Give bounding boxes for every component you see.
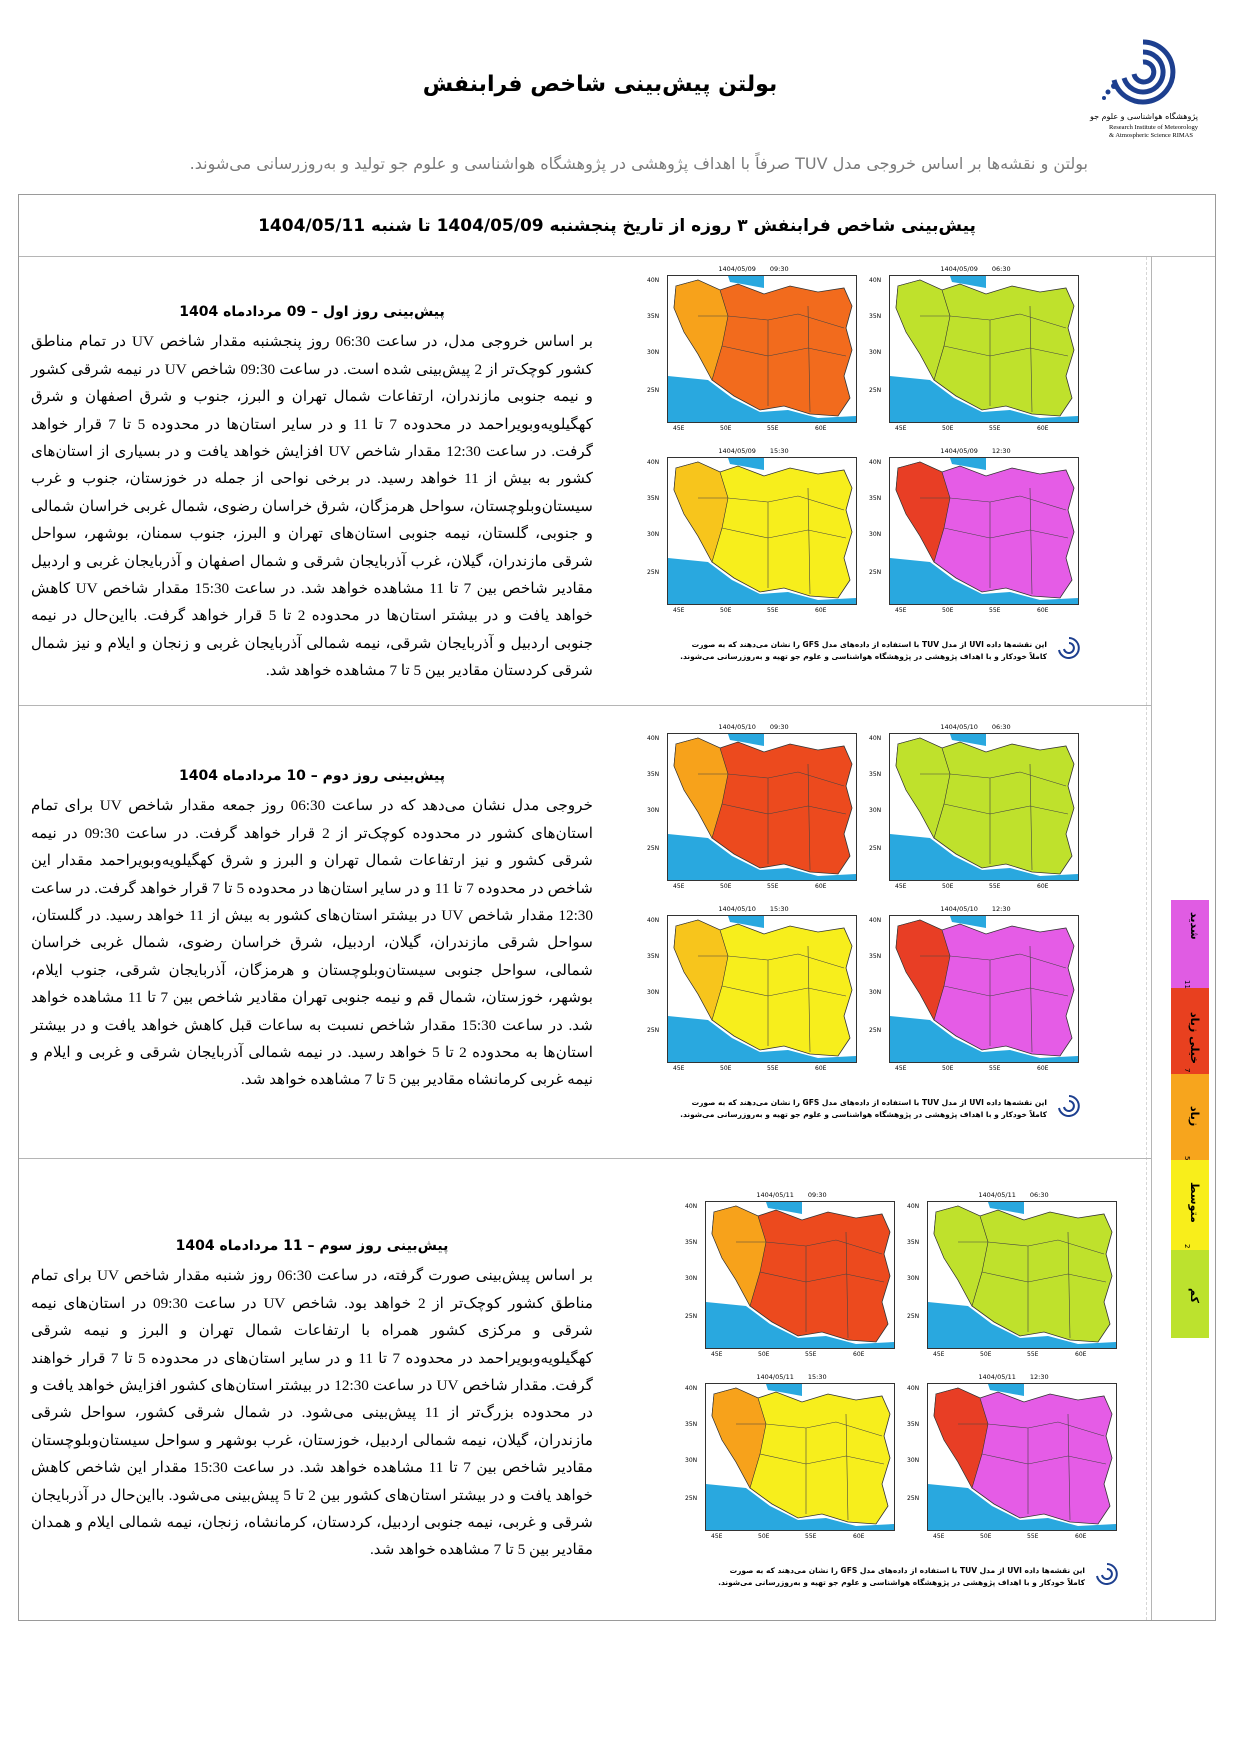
map-lat-label: 40N bbox=[869, 459, 882, 466]
map-caption bbox=[680, 1097, 1047, 1121]
day-2-text: خروجی مدل نشان می‌دهد که در ساعت 06:30 روز جمعه مقدار شاخص UV برای تمام استان‌های کشور در محدوده کوچک‌تر از 2 قرار خواهد گرفت. در ساعت 09:30 در نیمه شرقی کشور و نیز ارتفاعات شمال تهران و البرز و شرق کهگیلویه‌وبویراحمد مقدار این شاخص در محدوده 7 تا 11 و در سایر استان‌ها در محدوده 5 تا 7 قرار خواهد گرفت. در ساعت 12:30 مقدار شاخص UV در بیشتر استان‌های کشور به بیش از 11 خواهد رسید. در گلستان، سواحل شرقی مازندران، گیلان، اردبیل، شرق خراسان رضوی، شمال غربی خراسان شمالی، سواحل جنوبی سیستان‌وبلوچستان و هرمزگان، آذربایجان شرقی، جنوب ایلام، بوشهر، خوزستان، شمال قم و نیمه جنوبی تهران مقادیر شاخص بین 7 تا 11 مشاهده خواهد شد. در ساعت 15:30 مقدار شاخص نسبت به ساعات قبل کاهش خواهد یافت و در بیشتر استان‌ها به محدوده 2 تا 5 خواهد رسید. در نیمه شمالی آذربایجان شرقی و غربی و ایلام و نیمه غربی کرمانشاه مقادیر بین 5 تا 7 مشاهده خواهد شد. bbox=[31, 797, 594, 1089]
map-lat-label: 30N bbox=[907, 1275, 920, 1282]
day-1-forecast bbox=[31, 299, 593, 685]
uv-map bbox=[867, 445, 1084, 620]
map-date: 1404/05/09 bbox=[940, 265, 978, 273]
legend-tick-7: 7 bbox=[1183, 1068, 1191, 1073]
uv-map bbox=[867, 263, 1084, 438]
map-time: 09:30 bbox=[769, 265, 789, 273]
legend-label-moderate: متوسط bbox=[1188, 1181, 1201, 1223]
map-lat-label: 35N bbox=[647, 313, 660, 320]
map-lon-label: 50E bbox=[942, 1065, 954, 1072]
map-lat-label: 35N bbox=[647, 495, 660, 502]
map-header bbox=[645, 723, 862, 731]
map-caption-line2: کاملاً خودکار و با اهداف پژوهشی در پژوهشگاه هواشناسی و علوم جو تهیه و به‌روزرسانی می‌شوند. bbox=[680, 652, 1047, 661]
map-lon-label: 60E bbox=[1037, 1065, 1049, 1072]
map-lon-label: 50E bbox=[942, 883, 954, 890]
map-lat-label: 40N bbox=[685, 1385, 698, 1392]
iran-uv-map-icon bbox=[668, 916, 856, 1062]
map-plot bbox=[667, 457, 857, 605]
day-3-text: بر اساس پیش‌بینی صورت گرفته، در ساعت 06:30 روز شنبه مقدار شاخص UV برای تمام مناطق کشور کوچک‌تر از 2 خواهد بود. شاخص UV در ساعت 09:30 در استان‌های نیمه شرقی و مرکزی کشور همراه با ارتفاعات شمال تهران و البرز و نیمه شرقی کهگیلویه‌وبویراحمد در محدوده 7 تا 11 و در سایر استان‌های در محدوده 5 تا 7 قرار خواهند گرفت. مقدار شاخص UV در ساعت 12:30 در بیشتر استان‌های کشور افزایش خواهد یافت و در محدوده بزرگ‌تر از 11 پیش‌بینی می‌شود. در شمال شرقی کشور، سواحل شرقی مازندران، گیلان، نیمه شمالی اردبیل، خوزستان، غرب بوشهر و سواحل سیستان‌وبلوچستان مقادیر شاخص بین 7 تا 11 مشاهده خواهد شد. در ساعت 15:30 مقدار این شاخص کاهش خواهد یافت و در بیشتر استان‌های کشور بین 2 تا 5 پیش‌بینی می‌شود. بااین‌حال در آذربایجان شرقی و غربی، نیمه جنوبی اردبیل، کردستان، کرمانشاه، زنجان، نیمه شمالی ایلام و همدان مقادیر بین 5 تا 7 مشاهده خواهد شد. bbox=[31, 1267, 594, 1559]
day-3-maps bbox=[683, 1189, 1143, 1629]
map-lon-label: 50E bbox=[720, 1065, 732, 1072]
map-time: 12:30 bbox=[991, 905, 1011, 913]
map-lat-label: 35N bbox=[907, 1421, 920, 1428]
map-lon-label: 55E bbox=[805, 1533, 817, 1540]
map-lon-label: 45E bbox=[895, 425, 907, 432]
map-lon-label: 45E bbox=[895, 607, 907, 614]
map-lon-label: 60E bbox=[815, 425, 827, 432]
uv-map bbox=[645, 263, 862, 438]
rimas-logo bbox=[1088, 34, 1198, 146]
map-lat-label: 30N bbox=[647, 531, 660, 538]
map-lon-label: 60E bbox=[1037, 883, 1049, 890]
legend-tick-2: 2 bbox=[1183, 1244, 1191, 1249]
map-date: 1404/05/11 bbox=[978, 1373, 1016, 1381]
map-lat-label: 25N bbox=[647, 1027, 660, 1034]
map-lat-label: 35N bbox=[685, 1421, 698, 1428]
map-lat-label: 40N bbox=[907, 1203, 920, 1210]
iran-uv-map-icon bbox=[890, 276, 1078, 422]
iran-uv-map-icon bbox=[890, 458, 1078, 604]
map-plot bbox=[889, 275, 1079, 423]
map-lat-label: 30N bbox=[685, 1275, 698, 1282]
map-lat-label: 25N bbox=[907, 1313, 920, 1320]
legend-label-low: کم bbox=[1188, 1288, 1201, 1304]
legend-label-very-high: خیلی زیاد bbox=[1188, 1011, 1201, 1065]
iran-uv-map-icon bbox=[668, 458, 856, 604]
map-lon-label: 45E bbox=[673, 425, 685, 432]
rimas-small-logo-icon bbox=[1093, 1561, 1121, 1589]
map-lon-label: 55E bbox=[989, 883, 1001, 890]
map-lon-label: 55E bbox=[1027, 1351, 1039, 1358]
map-date: 1404/05/09 bbox=[940, 447, 978, 455]
map-time: 06:30 bbox=[991, 265, 1011, 273]
iran-uv-map-icon bbox=[706, 1202, 894, 1348]
map-lon-label: 60E bbox=[853, 1351, 865, 1358]
bulletin-subtitle: بولتن و نقشه‌ها بر اساس خروجی مدل TUV صرفاً با اهداف پژوهشی در پژوهشگاه هواشناسی و علوم جو تولید و به‌روزرسانی می‌شوند. bbox=[189, 154, 1088, 173]
map-lat-label: 25N bbox=[685, 1495, 698, 1502]
map-time: 09:30 bbox=[769, 723, 789, 731]
map-date: 1404/05/10 bbox=[718, 905, 756, 913]
day-1-title: پیش‌بینی روز اول – 09 مردادماه 1404 bbox=[179, 304, 445, 320]
map-lat-label: 35N bbox=[869, 953, 882, 960]
map-plot bbox=[667, 275, 857, 423]
map-lon-label: 55E bbox=[767, 1065, 779, 1072]
map-lon-label: 60E bbox=[1075, 1533, 1087, 1540]
rimas-spiral-logo-icon bbox=[1100, 34, 1186, 108]
map-time: 12:30 bbox=[1029, 1373, 1049, 1381]
map-lon-label: 55E bbox=[767, 425, 779, 432]
iran-uv-map-icon bbox=[668, 276, 856, 422]
map-lat-label: 25N bbox=[647, 569, 660, 576]
map-lat-label: 25N bbox=[685, 1313, 698, 1320]
legend-tick-11: 11 bbox=[1183, 980, 1191, 989]
map-header bbox=[867, 905, 1084, 913]
map-lat-label: 35N bbox=[869, 495, 882, 502]
map-plot bbox=[889, 733, 1079, 881]
map-lat-label: 35N bbox=[907, 1239, 920, 1246]
map-lat-label: 25N bbox=[869, 1027, 882, 1034]
map-lat-label: 40N bbox=[907, 1385, 920, 1392]
map-lon-label: 55E bbox=[767, 607, 779, 614]
map-lon-label: 50E bbox=[980, 1533, 992, 1540]
map-lat-label: 30N bbox=[647, 349, 660, 356]
map-plot bbox=[667, 733, 857, 881]
map-lon-label: 60E bbox=[1037, 425, 1049, 432]
map-time: 06:30 bbox=[991, 723, 1011, 731]
map-plot bbox=[667, 915, 857, 1063]
uv-map bbox=[867, 721, 1084, 896]
map-caption-line2: کاملاً خودکار و با اهداف پژوهشی در پژوهشگاه هواشناسی و علوم جو تهیه و به‌روزرسانی می‌شوند. bbox=[680, 1110, 1047, 1119]
bulletin-title: بولتن پیش‌بینی شاخص فرابنفش bbox=[422, 72, 778, 97]
map-lat-label: 25N bbox=[647, 845, 660, 852]
map-header bbox=[645, 447, 862, 455]
map-lat-label: 25N bbox=[647, 387, 660, 394]
map-lat-label: 35N bbox=[647, 953, 660, 960]
map-lon-label: 45E bbox=[895, 883, 907, 890]
map-lat-label: 40N bbox=[869, 277, 882, 284]
map-plot bbox=[705, 1201, 895, 1349]
map-lat-label: 25N bbox=[869, 387, 882, 394]
day-1-text: بر اساس خروجی مدل، در ساعت 06:30 روز پنجشنبه مقدار شاخص UV در تمام مناطق کشور کوچک‌تر از 2 پیش‌بینی شده است. در ساعت 09:30 شاخص UV در نیمه شرقی کشور و نیمه جنوبی مازندران، ارتفاعات شمال تهران و البرز، جنوب و شرق اصفهان و شرق کهگیلویه‌وبویراحمد در محدوده 7 تا 11 و در سایر استان‌ها در محدوده 5 تا 7 قرار خواهد گرفت. در ساعت 12:30 مقدار شاخص UV افزایش خواهد یافت و در بسیاری از استان‌های کشور به بیش از 11 خواهد رسید. در برخی نواحی از جمله در خوزستان، جنوب و غرب سیستان‌وبلوچستان، سواحل هرمزگان، شرق خراسان رضوی، شمال غربی خراسان شمالی و جنوبی، گلستان، نیمه جنوبی استان‌های تهران و البرز، جنوب سمنان، بوشهر، سواحل شرقی مازندران، گیلان، غرب آذربایجان شرقی و شمال اصفهان و آذربایجان غربی و اردبیل مقادیر شاخص بین 7 تا 11 مشاهده خواهد شد. در ساعت 15:30 مقدار شاخص UV کاهش خواهد یافت و در بیشتر استان‌ها در محدوده 2 تا 5 قرار خواهد گرفت. بااین‌حال در نیمه جنوبی اردبیل و آذربایجان شرقی، نیمه شمالی آذربایجان غربی و زنجان و ایلام و نیز شمال شرقی کردستان مقادیر بین 5 تا 7 مشاهده خواهد شد. bbox=[31, 333, 593, 680]
map-header bbox=[867, 447, 1084, 455]
map-lon-label: 50E bbox=[758, 1351, 770, 1358]
uv-map bbox=[645, 903, 862, 1078]
iran-uv-map-icon bbox=[928, 1202, 1116, 1348]
map-header bbox=[683, 1191, 900, 1199]
map-caption-line2: کاملاً خودکار و با اهداف پژوهشی در پژوهشگاه هواشناسی و علوم جو تهیه و به‌روزرسانی می‌شوند. bbox=[718, 1578, 1085, 1587]
map-lon-label: 55E bbox=[989, 1065, 1001, 1072]
map-lon-label: 50E bbox=[942, 425, 954, 432]
day-3-forecast bbox=[31, 1233, 593, 1564]
map-caption bbox=[718, 1565, 1085, 1589]
map-time: 12:30 bbox=[991, 447, 1011, 455]
legend-tick-5: 5 bbox=[1183, 1156, 1191, 1161]
uv-map bbox=[683, 1189, 900, 1364]
map-lat-label: 30N bbox=[869, 807, 882, 814]
map-lon-label: 45E bbox=[673, 607, 685, 614]
map-plot bbox=[927, 1201, 1117, 1349]
map-time: 15:30 bbox=[807, 1373, 827, 1381]
row-separator-1 bbox=[19, 705, 1151, 706]
legend-label-high: زیاد bbox=[1188, 1105, 1201, 1127]
map-plot bbox=[705, 1383, 895, 1531]
map-lon-label: 45E bbox=[711, 1533, 723, 1540]
map-date: 1404/05/10 bbox=[940, 723, 978, 731]
map-header bbox=[905, 1373, 1122, 1381]
map-lat-label: 30N bbox=[907, 1457, 920, 1464]
uv-map bbox=[905, 1371, 1122, 1546]
logo-name-en: Research Institute of Meteorology & Atmospheric Science RIMAS bbox=[1109, 124, 1198, 139]
map-lon-label: 50E bbox=[942, 607, 954, 614]
map-lat-label: 40N bbox=[647, 459, 660, 466]
map-lat-label: 40N bbox=[647, 735, 660, 742]
map-lon-label: 45E bbox=[933, 1351, 945, 1358]
map-lat-label: 40N bbox=[647, 917, 660, 924]
map-lon-label: 45E bbox=[895, 1065, 907, 1072]
map-lon-label: 50E bbox=[720, 425, 732, 432]
day-3-title: پیش‌بینی روز سوم – 11 مردادماه 1404 bbox=[175, 1238, 449, 1254]
map-header bbox=[645, 905, 862, 913]
day-2-maps bbox=[645, 721, 1105, 1161]
map-lon-label: 60E bbox=[1037, 607, 1049, 614]
map-date: 1404/05/09 bbox=[718, 265, 756, 273]
map-lat-label: 35N bbox=[647, 771, 660, 778]
map-date: 1404/05/11 bbox=[756, 1191, 794, 1199]
map-lon-label: 55E bbox=[767, 883, 779, 890]
map-lon-label: 55E bbox=[1027, 1533, 1039, 1540]
map-lat-label: 25N bbox=[907, 1495, 920, 1502]
map-lat-label: 30N bbox=[685, 1457, 698, 1464]
map-lat-label: 30N bbox=[869, 989, 882, 996]
uv-map bbox=[867, 903, 1084, 1078]
iran-uv-map-icon bbox=[928, 1384, 1116, 1530]
map-lon-label: 60E bbox=[815, 607, 827, 614]
map-date: 1404/05/11 bbox=[756, 1373, 794, 1381]
map-date: 1404/05/10 bbox=[718, 723, 756, 731]
map-date: 1404/05/10 bbox=[940, 905, 978, 913]
map-lon-label: 50E bbox=[720, 883, 732, 890]
map-lon-label: 50E bbox=[758, 1533, 770, 1540]
rimas-small-logo-icon bbox=[1055, 1093, 1083, 1121]
map-lat-label: 40N bbox=[869, 735, 882, 742]
forecast-table bbox=[18, 194, 1216, 1621]
day-2-title: پیش‌بینی روز دوم – 10 مردادماه 1404 bbox=[178, 768, 445, 784]
uv-map bbox=[905, 1189, 1122, 1364]
day-2-forecast bbox=[31, 763, 593, 1094]
map-date: 1404/05/11 bbox=[978, 1191, 1016, 1199]
map-header bbox=[645, 265, 862, 273]
map-lat-label: 25N bbox=[869, 569, 882, 576]
map-time: 09:30 bbox=[807, 1191, 827, 1199]
map-caption bbox=[680, 639, 1047, 663]
map-lat-label: 40N bbox=[685, 1203, 698, 1210]
map-lon-label: 45E bbox=[711, 1351, 723, 1358]
map-time: 15:30 bbox=[769, 905, 789, 913]
map-lat-label: 30N bbox=[869, 531, 882, 538]
map-lon-label: 60E bbox=[853, 1533, 865, 1540]
table-header: پیش‌بینی شاخص فرابنفش ۳ روزه از تاریخ پنجشنبه 1404/05/09 تا شنبه 1404/05/11 bbox=[19, 195, 1215, 257]
map-lon-label: 45E bbox=[673, 1065, 685, 1072]
map-lon-label: 60E bbox=[1075, 1351, 1087, 1358]
uv-map bbox=[683, 1371, 900, 1546]
map-caption-line1: این نقشه‌ها داده UVI از مدل TUV با استفاده از داده‌های مدل GFS را نشان می‌دهند که به صورت bbox=[729, 1566, 1085, 1575]
map-caption-line1: این نقشه‌ها داده UVI از مدل TUV با استفاده از داده‌های مدل GFS را نشان می‌دهند که به صورت bbox=[691, 1098, 1047, 1107]
map-lon-label: 55E bbox=[989, 607, 1001, 614]
legend-column-divider bbox=[1151, 257, 1152, 1620]
logo-name-fa: پژوهشگاه هواشناسی و علوم جو bbox=[1089, 112, 1198, 121]
map-lat-label: 40N bbox=[869, 917, 882, 924]
day-1-maps bbox=[645, 263, 1105, 703]
map-plot bbox=[889, 457, 1079, 605]
map-lat-label: 35N bbox=[685, 1239, 698, 1246]
iran-uv-map-icon bbox=[706, 1384, 894, 1530]
map-lon-label: 55E bbox=[805, 1351, 817, 1358]
map-lon-label: 60E bbox=[815, 1065, 827, 1072]
legend-label-extreme: شدید bbox=[1188, 912, 1201, 940]
map-date: 1404/05/09 bbox=[718, 447, 756, 455]
map-plot bbox=[889, 915, 1079, 1063]
map-lon-label: 45E bbox=[933, 1533, 945, 1540]
map-lat-label: 40N bbox=[647, 277, 660, 284]
map-lat-label: 30N bbox=[647, 807, 660, 814]
map-lon-label: 60E bbox=[815, 883, 827, 890]
map-lat-label: 35N bbox=[869, 771, 882, 778]
iran-uv-map-icon bbox=[890, 734, 1078, 880]
map-plot bbox=[927, 1383, 1117, 1531]
uv-legend bbox=[1171, 900, 1209, 1338]
iran-uv-map-icon bbox=[890, 916, 1078, 1062]
map-time: 06:30 bbox=[1029, 1191, 1049, 1199]
iran-uv-map-icon bbox=[668, 734, 856, 880]
map-time: 15:30 bbox=[769, 447, 789, 455]
map-header bbox=[867, 265, 1084, 273]
map-lon-label: 50E bbox=[720, 607, 732, 614]
rimas-small-logo-icon bbox=[1055, 635, 1083, 663]
map-header bbox=[905, 1191, 1122, 1199]
uv-map bbox=[645, 445, 862, 620]
map-lon-label: 50E bbox=[980, 1351, 992, 1358]
map-lat-label: 35N bbox=[869, 313, 882, 320]
map-header bbox=[867, 723, 1084, 731]
map-lat-label: 30N bbox=[869, 349, 882, 356]
map-lon-label: 45E bbox=[673, 883, 685, 890]
dashed-guide bbox=[1146, 257, 1147, 1620]
map-caption-line1: این نقشه‌ها داده UVI از مدل TUV با استفاده از داده‌های مدل GFS را نشان می‌دهند که به صورت bbox=[691, 640, 1047, 649]
map-header bbox=[683, 1373, 900, 1381]
map-lat-label: 30N bbox=[647, 989, 660, 996]
map-lat-label: 25N bbox=[869, 845, 882, 852]
uv-map bbox=[645, 721, 862, 896]
map-lon-label: 55E bbox=[989, 425, 1001, 432]
